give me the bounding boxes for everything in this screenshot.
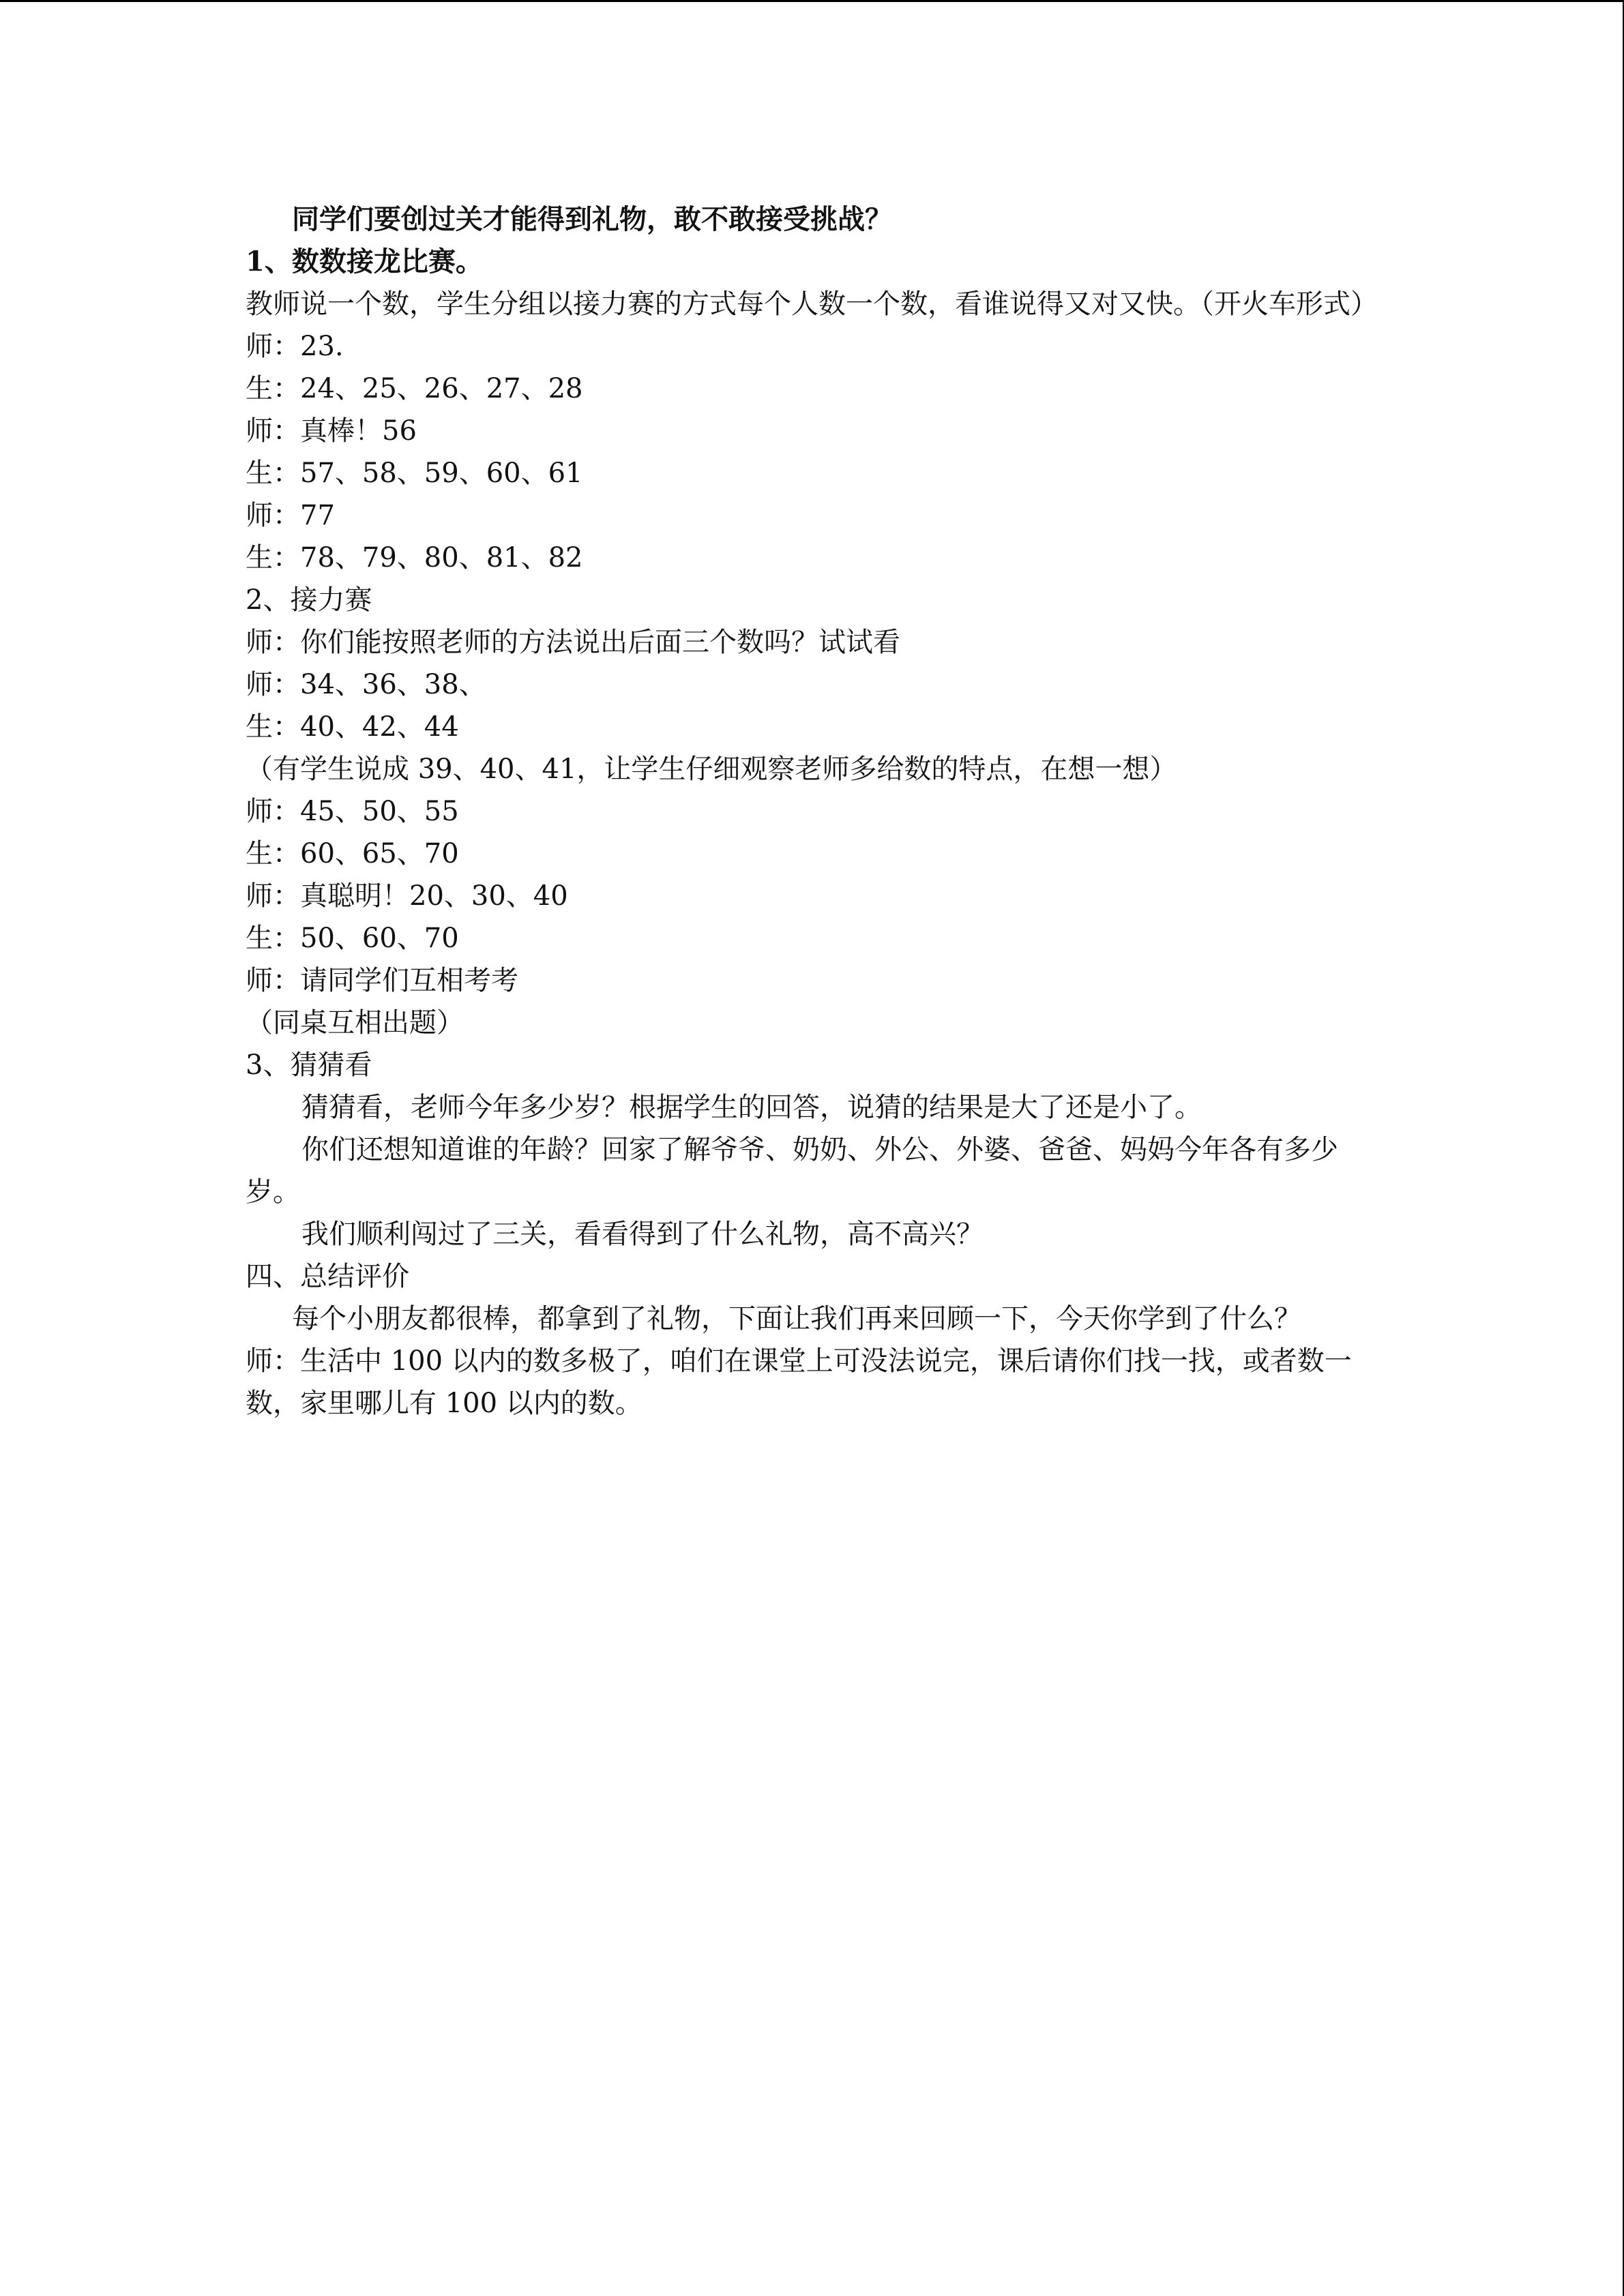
dialogue-line: 生：57、58、59、60、61: [246, 458, 583, 489]
teacher-note: （有学生说成 39、40、41，让学生仔细观察老师多给数的特点，在想一想）: [246, 754, 1177, 785]
section-1-heading: 1、数数接龙比赛。: [246, 245, 483, 278]
dialogue-line: 师：34、36、38、: [246, 669, 486, 700]
closing-paragraph: 师：生活中 100 以内的数多极了，咱们在课堂上可没法说完，课后请你们找一找，或者数一数，家里哪儿有 100 以内的数。: [246, 1345, 1352, 1419]
dialogue-line: 生：24、25、26、27、28: [246, 373, 583, 404]
dialogue-line: 师：请同学们互相考考: [246, 965, 518, 996]
dialogue-line: 师：77: [246, 500, 335, 531]
section-4-heading: 四、总结评价: [246, 1261, 409, 1292]
paragraph: 猜猜看，老师今年多少岁？根据学生的回答，说猜的结果是大了还是小了。: [301, 1092, 1202, 1123]
dialogue-line: 师：真聪明！20、30、40: [246, 880, 568, 912]
paragraph: 你们还想知道谁的年龄？回家了解爷爷、奶奶、外公、外婆、爸爸、妈妈今年各有多少岁。: [246, 1134, 1338, 1208]
dialogue-line: 生：40、42、44: [246, 711, 459, 743]
dialogue-line: 师：45、50、55: [246, 796, 459, 827]
paragraph: 每个小朋友都很棒，都拿到了礼物，下面让我们再来回顾一下，今天你学到了什么？: [292, 1303, 1301, 1335]
dialogue-line: 生：78、79、80、81、82: [246, 542, 583, 573]
section-2-heading: 2、接力赛: [246, 584, 372, 616]
dialogue-line: 生：60、65、70: [246, 838, 459, 869]
dialogue-line: 师：23.: [246, 331, 344, 362]
paragraph: 我们顺利闯过了三关，看看得到了什么礼物，高不高兴？: [301, 1219, 984, 1250]
section-3-heading: 3、猜猜看: [246, 1049, 372, 1081]
teacher-note: （同桌互相出题）: [246, 1007, 464, 1039]
dialogue-line: 师：你们能按照老师的方法说出后面三个数吗？试试看: [246, 627, 900, 658]
document-body: [246, 198, 1378, 1425]
intro-challenge: 同学们要创过关才能得到礼物，敢不敢接受挑战？: [292, 203, 892, 235]
section-1-instruction: 教师说一个数，学生分组以接力赛的方式每个人数一个数，看谁说得又对又快。（开火车形式）: [246, 288, 1378, 320]
dialogue-line: 生：50、60、70: [246, 923, 459, 954]
dialogue-line: 师：真棒！56: [246, 415, 417, 447]
